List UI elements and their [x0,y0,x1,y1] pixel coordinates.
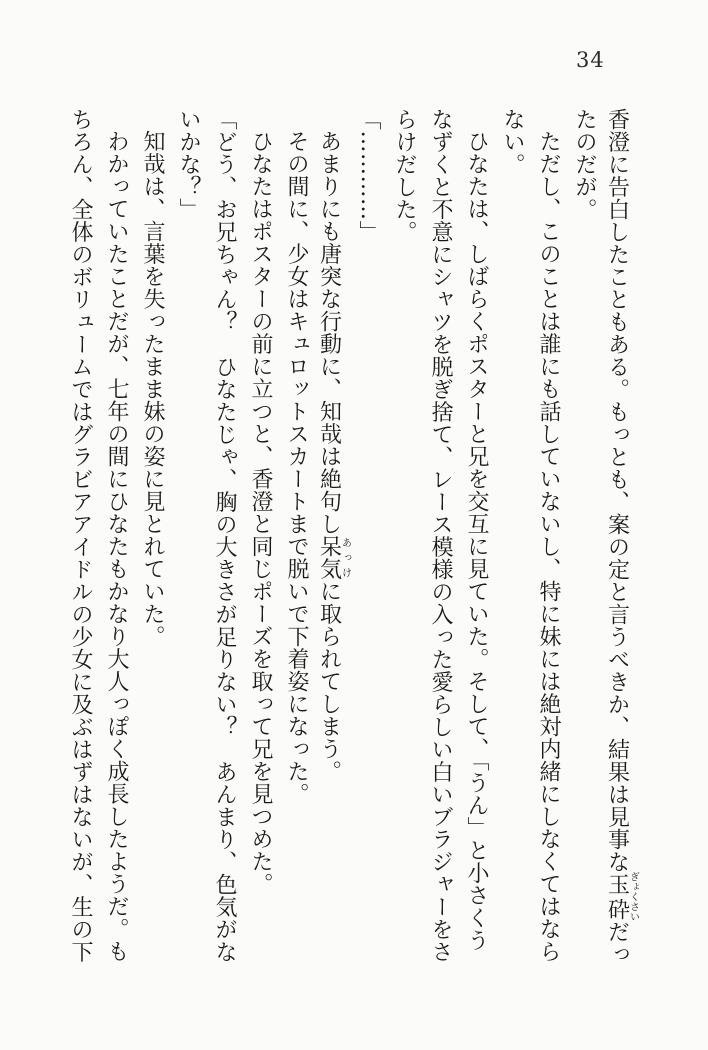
text-line: あまりにも唐突な行動に、知哉は絶句し呆気あっけに取られてしまう。 [316,130,351,783]
text-line: なずくと不意にシャツを脱ぎ捨て、レース模様の入った愛らしい白いブラジャーをさ [428,108,453,963]
text-line: 香澄に告白したこともある。もっとも、案の定と言うべきか、結果は見事な玉砕ぎょくさいだっ [604,108,639,966]
text-line: 「どう、お兄ちゃん？ ひなたじゃ、胸の大きさが足りない？ あんまり、色気がな [212,108,237,963]
text-line: ただし、このことは誰にも話していないし、特に妹には絶対内緒にしなくてはなら [536,130,561,963]
text-line: 「…………」 [356,108,381,243]
text-line: ひなたは、しばらくポスターと兄を交互に見ていた。そして、「うん」と小さくう [464,130,489,952]
text-line: わかっていたことだが、七年の間にひなたもかなり大人っぽく成長したようだ。も [104,130,129,963]
text-line: ない。 [500,108,525,176]
text-line: その間に、少女はキュロットスカートまで脱いで下着姿になった。 [284,130,309,805]
text-block [62,108,639,966]
text-line: ひなたはポスターの前に立つと、香澄と同じポーズを取って兄を見つめた。 [248,130,273,895]
text-line: たのだが。 [572,108,597,221]
ruby-annotation: 呆気あっけ [316,535,351,580]
page-number: 34 [576,48,605,72]
text-line: ちろん、全体のボリュームではグラビアアイドルの少女に及ぶはずはないが、生の下 [68,108,93,963]
text-line: いかな？」 [176,108,201,221]
ruby-annotation: 玉砕ぎょくさい [604,871,639,922]
text-line: 知哉は、言葉を失ったまま妹の姿に見とれていた。 [140,130,165,648]
text-line: らけだした。 [392,108,417,243]
